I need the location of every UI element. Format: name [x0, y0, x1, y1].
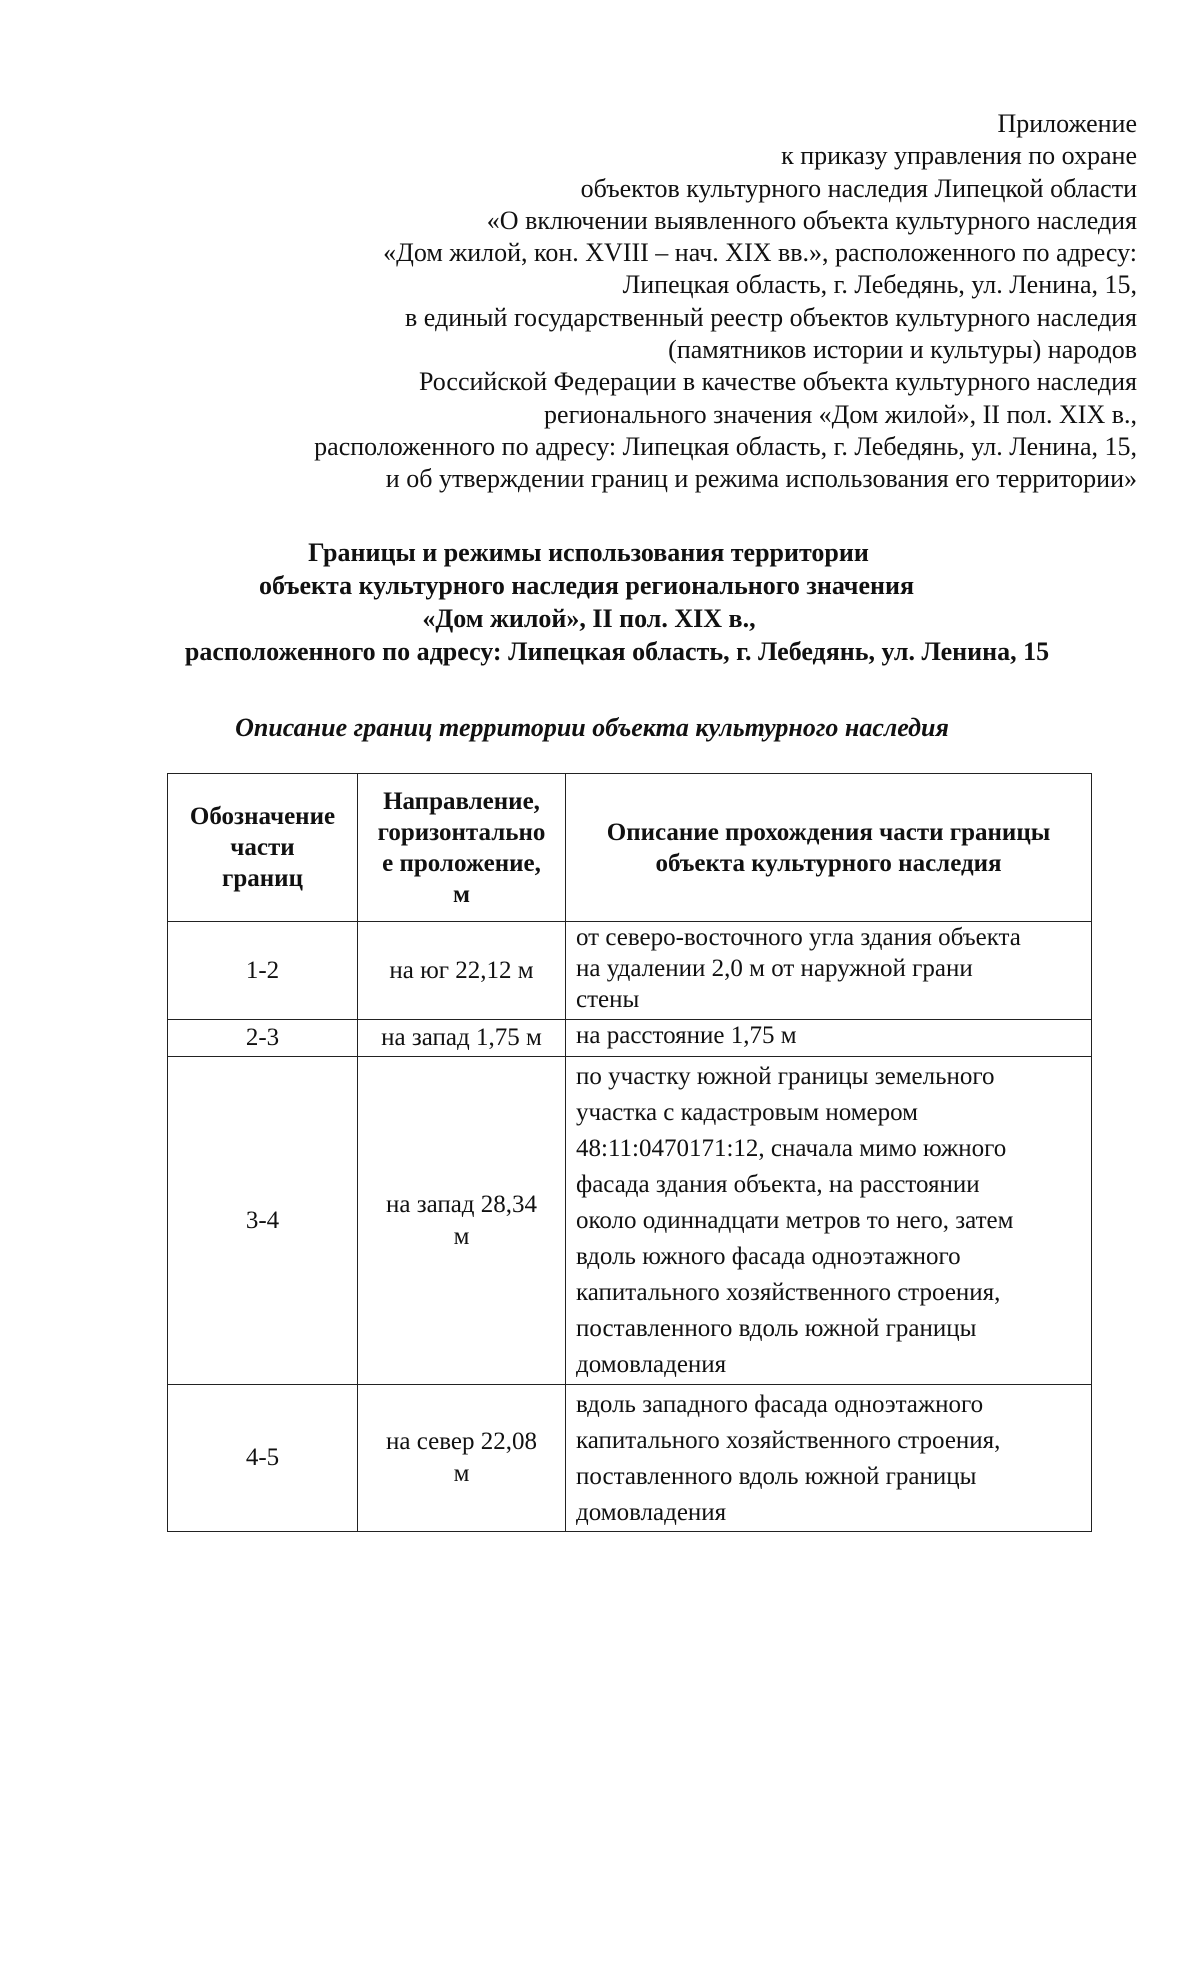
table-row [168, 1020, 1092, 1057]
appendix-line: Российской Федерации в качестве объекта культурного наследия [418, 367, 1137, 397]
appendix-line: (памятников истории и культуры) народов [668, 335, 1137, 365]
table-caption-text: Описание границ территории объекта культурного наследия [235, 713, 949, 742]
cell-direction: на север 22,08 м [358, 1385, 566, 1532]
cell-part: 3-4 [168, 1057, 358, 1385]
appendix-line: к приказу управления по охране [781, 141, 1137, 171]
document-title [0, 536, 1200, 668]
cell-description: по участку южной границы земельного участка с кадастровым номером 48:11:0470171:12, сначала мимо южного фасада здания объекта, на расстоянии около одиннадцати метров то него, затем вдоль южного фасада одноэтажного капитального хозяйственного строения, поставленного вдоль южной границы домовладения [566, 1057, 1092, 1385]
boundaries-table [167, 773, 1092, 1532]
appendix-line: «О включении выявленного объекта культурного наследия [486, 205, 1137, 235]
cell-description: от северо-восточного угла здания объекта на удалении 2,0 м от наружной грани стены [566, 922, 1092, 1020]
cell-part: 4-5 [168, 1385, 358, 1532]
table-row [168, 1385, 1092, 1532]
cell-direction: на запад 28,34 м [358, 1057, 566, 1385]
title-line: расположенного по адресу: Липецкая область, г. Лебедянь, ул. Ленина, 15 [184, 637, 1050, 666]
appendix-line: регионального значения «Дом жилой», II пол. XIX в., [544, 399, 1137, 429]
header-description: Описание прохождения части границы объекта культурного наследия [566, 774, 1092, 922]
cell-description: на расстояние 1,75 м [566, 1020, 1092, 1057]
appendix-line: «Дом жилой, кон. XVIII – нач. XIX вв.», расположенного по адресу: [383, 238, 1137, 268]
table-caption [0, 712, 1200, 744]
appendix-line: объектов культурного наследия Липецкой области [580, 173, 1137, 203]
appendix-line: расположенного по адресу: Липецкая область, г. Лебедянь, ул. Ленина, 15, [314, 431, 1137, 461]
cell-direction: на запад 1,75 м [358, 1020, 566, 1057]
table-row [168, 1057, 1092, 1385]
title-line: «Дом жилой», II пол. XIX в., [422, 604, 756, 633]
table-row [168, 922, 1092, 1020]
appendix-line: Приложение [997, 109, 1137, 138]
header-direction: Направление, горизонтально е проложение, м [358, 774, 566, 922]
appendix-line: Липецкая область, г. Лебедянь, ул. Ленина, 15, [622, 270, 1137, 300]
cell-part: 2-3 [168, 1020, 358, 1057]
cell-description: вдоль западного фасада одноэтажного капитального хозяйственного строения, поставленного вдоль южной границы домовладения [566, 1385, 1092, 1532]
table-header-row [168, 774, 1092, 922]
appendix-line: в единый государственный реестр объектов культурного наследия [405, 302, 1137, 332]
appendix-header [137, 108, 1137, 496]
title-line: Границы и режимы использования территории [308, 538, 869, 567]
header-part: Обозначение части границ [168, 774, 358, 922]
cell-part: 1-2 [168, 922, 358, 1020]
title-line: объекта культурного наследия регионального значения [258, 571, 915, 600]
cell-direction: на юг 22,12 м [358, 922, 566, 1020]
appendix-line: и об утверждении границ и режима использования его территории» [385, 464, 1137, 494]
